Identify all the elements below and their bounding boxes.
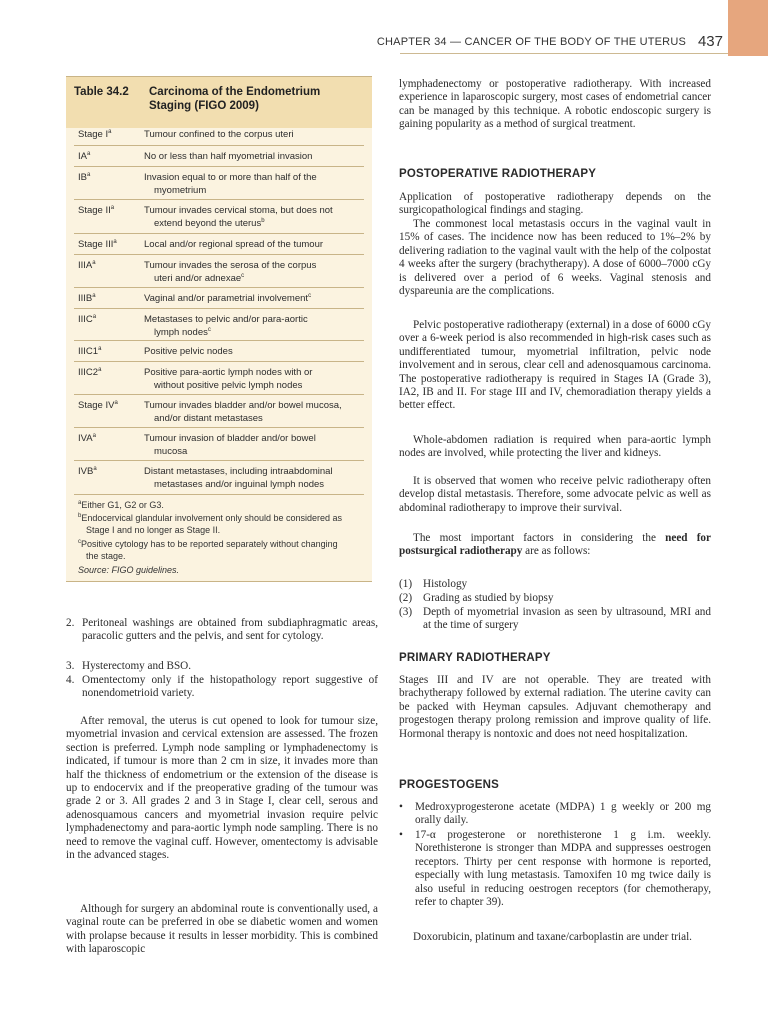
- table-title-band: [66, 77, 372, 128]
- body-paragraph: Whole-abdomen radiation is required when para-aortic lymph nodes are involved, while protecting the liver and kidneys.: [399, 434, 711, 460]
- table-row: [74, 234, 364, 255]
- stage-cell: Stage $I^a$: [78, 128, 112, 140]
- bullet-icon: •: [399, 829, 403, 841]
- body-paragraph: Although for surgery an abdominal route is conventionally used, a vaginal route can be preferred in obe se diabetic women and women with prolapse because it results in lesser morbidity. This is combined with laparoscopic: [66, 903, 378, 956]
- body-paragraph: Pelvic postoperative radiotherapy (external) in a dose of 6000 cGy over a 6-week period is also recommended in high-risk cases such as undifferentiated tumour, myometrial infiltration, pelvic node involvement and in serous, clear cell and adenosquamous carcinoma. The postoperative radiotherapy is required in Stages IA (Grade 3), IA2, IB and II. For stage III and IV, chemoradiation therapy yields a better effect.: [399, 319, 711, 412]
- description-cell: Tumour invades bladder and/or bowel mucosa, and/or distant metastases: [144, 400, 342, 424]
- table-title: Carcinoma of the Endometrium Staging (FIGO 2009): [149, 86, 321, 112]
- footnote-b: $^b$Endocervical glandular involvement only should be considered as Stage I and no longer as Stage II.: [78, 513, 343, 535]
- description-cell: Metastases to pelvic and/or para-aortic lymph nodes$^c$: [144, 314, 308, 338]
- stage-cell: IIIC$^a$: [78, 313, 97, 325]
- bullet-icon: •: [399, 801, 403, 813]
- running-head: CHAPTER 34 — CANCER OF THE BODY OF THE UTERUS: [376, 36, 686, 48]
- list-item: (2) Grading as studied by biopsy: [399, 592, 554, 604]
- stage-cell: IVB$^a$: [78, 465, 97, 477]
- stage-cell: $IB^a$: [78, 171, 91, 183]
- stage-cell: $IA^a$: [78, 150, 91, 162]
- body-paragraph: The most important factors in considering the need for postsurgical radiotherapy are as follows:: [399, 532, 711, 558]
- stage-cell: Stage $II^a$: [78, 204, 115, 216]
- table-row: [74, 167, 364, 200]
- body-paragraph: Doxorubicin, platinum and taxane/carboplastin are under trial.: [413, 931, 692, 943]
- description-cell: Tumour invades cervical stoma, but does not extend beyond the uterus$^b$: [144, 205, 333, 229]
- list-item: (1) Histology: [399, 578, 468, 590]
- description-cell: Tumour invasion of bladder and/or bowel mucosa: [144, 433, 316, 457]
- description-cell: Invasion equal to or more than half of the myometrium: [144, 172, 317, 196]
- stage-cell: IIIC2$^a$: [78, 366, 102, 378]
- table-source: Source: FIGO guidelines.: [78, 565, 180, 575]
- description-cell: Positive pelvic nodes: [144, 346, 233, 357]
- list-item: 3. Hysterectomy and BSO.: [66, 660, 192, 672]
- description-cell: Tumour invades the serosa of the corpus uteri and/or adnexae$^c$: [144, 260, 317, 284]
- table-number: Table 34.2: [74, 86, 129, 98]
- description-cell: No or less than half myometrial invasion: [144, 151, 313, 162]
- description-cell: Tumour confined to the corpus uteri: [144, 129, 294, 140]
- body-paragraph: After removal, the uterus is cut opened to look for tumour size, myometrial invasion and cervical extension are assessed. The frozen section is preferred. Lymph node sampling or lymphadenectomy is indicated, if tumour is more than 2 cm in size, it invades more than half the thickness of endometrium or the extension of the disease is up to endocervix and if the preoperative grading of the tumour was grade 2 or 3. All grades 2 and 3 in Stage I, clear cell, serous and adenosquamous cancers and myometrial invasion require pelvic lymphadenectomy and para-aortic lymph node sampling. There is no need to remove the vaginal cuff. However, omentectomy is advisable in the advanced stages.: [66, 715, 378, 862]
- description-cell: Distant metastases, including intraabdominal metastases and/or inguinal lymph nodes: [144, 466, 333, 490]
- list-item: 4. Omentectomy only if the histopathology report suggestive of nonendometrioid variety.: [66, 674, 378, 700]
- body-paragraph: Application of postoperative radiotherapy depends on the surgicopathological findings and staging.: [399, 191, 711, 217]
- section-heading: POSTOPERATIVE RADIOTHERAPY: [399, 168, 597, 180]
- description-cell: Positive para-aortic lymph nodes with or without positive pelvic lymph nodes: [144, 367, 313, 391]
- table-row: [74, 309, 364, 341]
- table-row: [74, 288, 364, 309]
- chapter-tab-marker: [728, 0, 768, 56]
- stage-cell: Stage $IV^a$: [78, 399, 118, 411]
- table-row: [74, 124, 364, 146]
- section-heading: PRIMARY RADIOTHERAPY: [399, 652, 551, 664]
- body-paragraph: Stages III and IV are not operable. They are treated with brachytherapy followed by external radiation. The uterine cavity can be packed with Heyman capsules. Adjuvant chemotherapy and progestogen therapy prolong remission and improve quality of life. Hormonal therapy is nontoxic and does not need hospitalization.: [399, 674, 711, 740]
- stage-cell: IVA$^a$: [78, 432, 96, 444]
- header-rule: [400, 53, 728, 54]
- table-row: [74, 362, 364, 395]
- table-row: [74, 461, 364, 495]
- list-item: 2. Peritoneal washings are obtained from subdiaphragmatic areas, paracolic gutters and the pelvis, and sent for cytology.: [66, 617, 378, 643]
- table-row: [74, 200, 364, 234]
- stage-cell: Stage III$^a$: [78, 238, 117, 250]
- footnote-a: $^a$Either G1, G2 or G3.: [78, 500, 164, 510]
- bullet-item: • Medroxyprogesterone acetate (MDPA) 1 g weekly or 200 mg orally daily.: [399, 801, 711, 827]
- stage-cell: IIIB$^a$: [78, 292, 96, 304]
- body-paragraph: lymphadenectomy or postoperative radiotherapy. With increased experience in laparoscopic surgery, most cases of endometrial cancer can be managed by this technique. A robotic endoscopic surgery is gaining popularity as a method of surgical treatment.: [399, 78, 711, 131]
- footnote-c: $^c$Positive cytology has to be reported separately without changing the stage.: [78, 539, 338, 561]
- list-item: (3) Depth of myometrial invasion as seen by ultrasound, MRI and at the time of surgery: [399, 606, 711, 632]
- description-cell: Vaginal and/or parametrial involvement$^c$: [144, 292, 312, 304]
- page-number: 437: [697, 33, 723, 50]
- section-heading: PROGESTOGENS: [399, 779, 499, 791]
- table-row: [74, 146, 364, 167]
- table-row: [74, 428, 364, 461]
- stage-cell: IIIA$^a$: [78, 259, 96, 271]
- table-row: [74, 255, 364, 288]
- table-row: [74, 341, 364, 362]
- description-cell: Local and/or regional spread of the tumour: [144, 239, 324, 250]
- staging-table: [66, 76, 372, 582]
- bullet-item: • 17-α progesterone or norethisterone 1 g i.m. weekly. Norethisterone is stronger than MDPA and suppresses oestrogen receptors. Thirty per cent response with hormone is reported, especially with lung metastasis. Tamoxifen 10 mg twice daily is also useful in reducing oestrogen receptors (for chemotherapy, refer to chapter 39).: [399, 829, 711, 909]
- body-paragraph: It is observed that women who receive pelvic radiotherapy often develop distal metastasis. Therefore, some advocate pelvic as well as abdominal radiotherapy to improve their survival.: [399, 475, 711, 514]
- body-paragraph: The commonest local metastasis occurs in the vaginal vault in 15% of cases. The incidence now has been reduced to 1%–2% by delivering radiation to the vaginal vault with the help of the colpostat 4 weeks after the surgery (brachytherapy). A dose of 6000–7000 cGy is delivered over a period of 6 weeks. Vaginal stenosis and dyspareunia are the complications.: [399, 218, 711, 298]
- stage-cell: IIIC1$^a$: [78, 345, 102, 357]
- table-row: [74, 395, 364, 428]
